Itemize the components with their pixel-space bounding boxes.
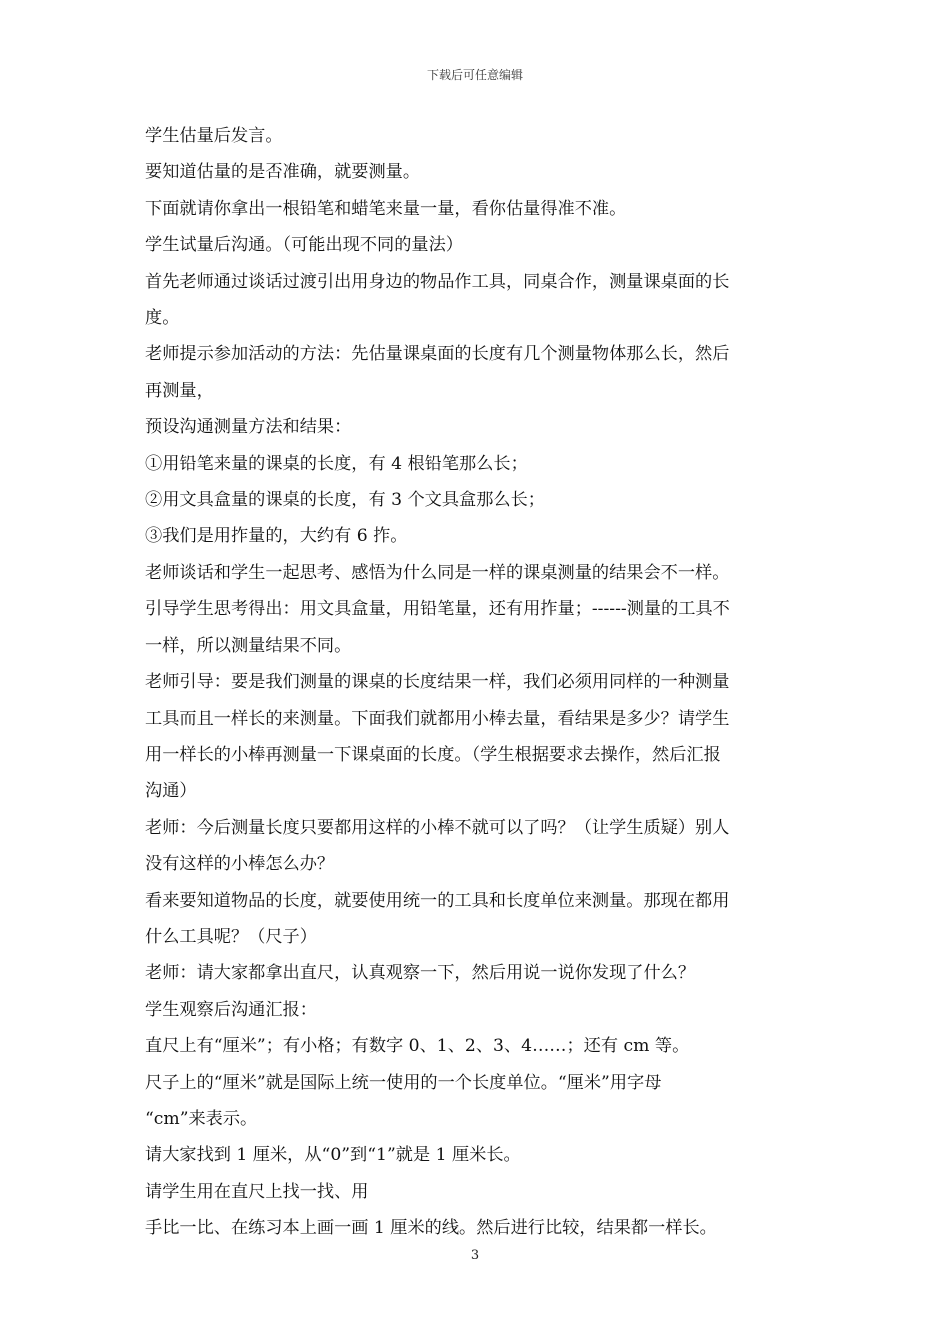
text-line: 请大家找到 1 厘米，从“0”到“1”就是 1 厘米长。	[145, 1145, 521, 1166]
text-line: 老师引导：要是我们测量的课桌的长度结果一样，我们必须用同样的一种测量	[145, 672, 730, 693]
text-line: 学生估量后发言。	[145, 126, 283, 146]
text-line: 看来要知道物品的长度，就要使用统一的工具和长度单位来测量。那现在都用	[145, 890, 730, 911]
text-line: 工具而且一样长的来测量。下面我们就都用小棒去量，看结果是多少？请学生	[145, 708, 730, 729]
text-line: 度。	[145, 308, 180, 329]
text-line: 引导学生思考得出：用文具盒量，用铅笔量，还有用拃量；------测量的工具不	[145, 599, 730, 620]
text-line: 没有这样的小棒怎么办？	[145, 854, 335, 875]
text-line: 下面就请你拿出一根铅笔和蜡笔来量一量，看你估量得准不准。	[145, 198, 627, 219]
text-line: 要知道估量的是否准确，就要测量。	[145, 162, 421, 183]
list-item: ②用文具盒量的课桌的长度，有 3 个文具盒那么长；	[145, 490, 545, 511]
text-line: 直尺上有“厘米”；有小格；有数字 0、1、2、3、4……；还有 cm 等。	[145, 1036, 690, 1057]
text-line: “cm”来表示。	[145, 1108, 258, 1129]
text-line: 首先老师通过谈话过渡引出用身边的物品作工具，同桌合作，测量课桌面的长	[145, 271, 730, 292]
text-line: 学生试量后沟通。（可能出现不同的量法）	[145, 235, 463, 256]
page-number: 3	[470, 1248, 480, 1263]
text-line: 老师谈话和学生一起思考、感悟为什么同是一样的课桌测量的结果会不一样。	[145, 562, 730, 583]
text-line: 老师：今后测量长度只要都用这样的小棒不就可以了吗？（让学生质疑）别人	[145, 817, 730, 838]
text-line: 老师：请大家都拿出直尺，认真观察一下，然后用说一说你发现了什么？	[145, 963, 696, 984]
document-body	[145, 118, 805, 1247]
text-line: 沟通）	[145, 781, 197, 802]
text-line: 老师提示参加活动的方法：先估量课桌面的长度有几个测量物体那么长，然后	[145, 344, 730, 365]
page-header: 下载后可任意编辑	[426, 68, 523, 82]
list-item: ③我们是用拃量的，大约有 6 拃。	[145, 526, 408, 547]
text-line: 请学生用在直尺上找一找、用	[145, 1181, 369, 1202]
text-line: 用一样长的小棒再测量一下课桌面的长度。（学生根据要求去操作，然后汇报	[145, 744, 721, 765]
text-line: 手比一比、在练习本上画一画 1 厘米的线。然后进行比较，结果都一样长。	[145, 1218, 717, 1239]
text-line: 什么工具呢？（尺子）	[145, 926, 317, 947]
text-line: 一样，所以测量结果不同。	[145, 635, 352, 656]
text-line: 预设沟通测量方法和结果：	[145, 417, 352, 438]
text-line: 学生观察后沟通汇报：	[145, 999, 317, 1020]
text-line: 尺子上的“厘米”就是国际上统一使用的一个长度单位。“厘米”用字母	[145, 1072, 662, 1093]
text-line: 再测量，	[145, 380, 214, 401]
list-item: ①用铅笔来量的课桌的长度，有 4 根铅笔那么长；	[145, 453, 528, 474]
